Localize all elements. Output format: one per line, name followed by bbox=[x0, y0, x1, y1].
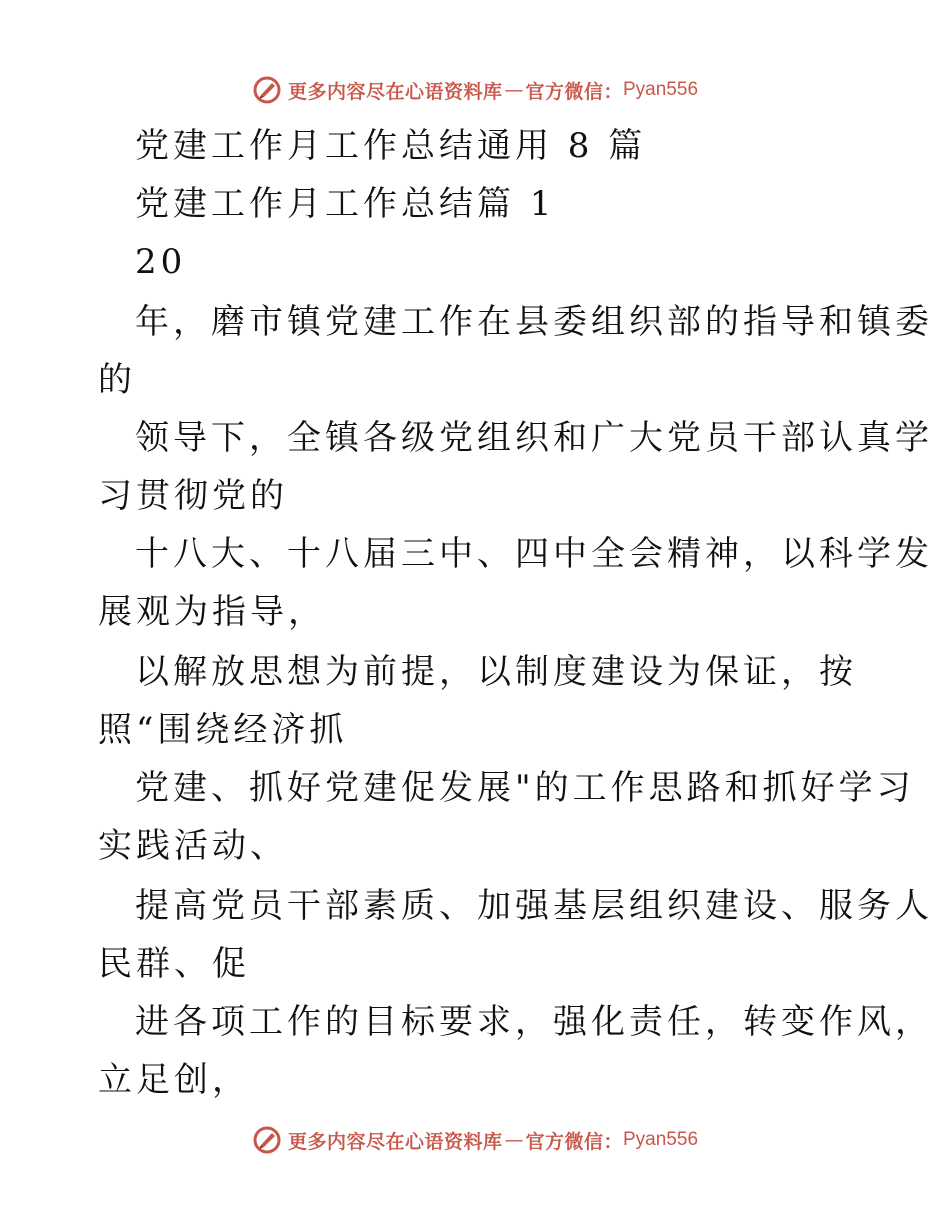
watermark-account: Pyan556 bbox=[623, 79, 699, 100]
watermark-separator: — bbox=[504, 1129, 524, 1151]
text-line: 实践活动、 bbox=[98, 826, 288, 866]
text-line: 展观为指导， bbox=[98, 592, 326, 632]
text-line: 十八大、十八届三中、四中全会精神，以科学发 bbox=[135, 534, 933, 574]
watermark-separator: — bbox=[504, 79, 524, 101]
watermark-account: Pyan556 bbox=[623, 1129, 699, 1150]
text-line: 习贯彻党的 bbox=[98, 476, 288, 516]
text-line: 党建、抓好党建促发展"的工作思路和抓好学习 bbox=[135, 768, 915, 808]
document-subtitle: 党建工作月工作总结篇 1 bbox=[135, 184, 556, 224]
watermark-banner-bottom bbox=[0, 1120, 950, 1160]
text-line: 立足创， bbox=[98, 1060, 250, 1100]
text-line: 以解放思想为前提，以制度建设为保证，按 bbox=[135, 652, 857, 692]
document-title: 党建工作月工作总结通用 8 篇 bbox=[135, 126, 647, 166]
text-line: 进各项工作的目标要求，强化责任，转变作风， bbox=[135, 1002, 933, 1042]
text-line: 年，磨市镇党建工作在县委组织部的指导和镇委 bbox=[135, 302, 933, 342]
pen-logo-icon bbox=[252, 1125, 282, 1155]
watermark-suffix: 官方微信： bbox=[525, 80, 623, 103]
watermark-text: 更多内容尽在心语资料库 bbox=[287, 1130, 503, 1153]
watermark-suffix: 官方微信： bbox=[525, 1130, 623, 1153]
text-line: 20 bbox=[135, 242, 187, 282]
text-line: 提高党员干部素质、加强基层组织建设、服务人 bbox=[135, 886, 933, 926]
watermark-banner-top bbox=[0, 70, 950, 110]
text-line: 的 bbox=[98, 360, 136, 400]
text-line: 民群、促 bbox=[98, 944, 250, 984]
pen-logo-icon bbox=[252, 75, 282, 105]
watermark-text: 更多内容尽在心语资料库 bbox=[287, 80, 503, 103]
text-line: 照“围绕经济抓 bbox=[98, 710, 348, 750]
text-line: 领导下，全镇各级党组织和广大党员干部认真学 bbox=[135, 418, 933, 458]
